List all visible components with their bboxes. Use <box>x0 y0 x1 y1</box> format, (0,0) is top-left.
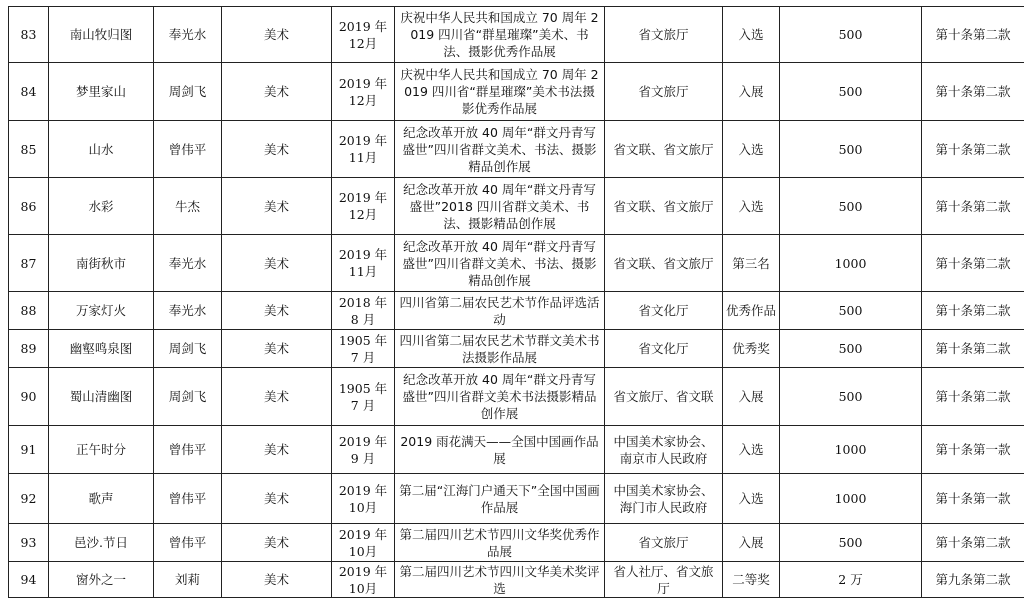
exhibition-name-cell: 第二届四川艺术节四川文华美术奖评选 <box>395 562 605 598</box>
date-cell: 2019 年 10月 <box>332 474 395 524</box>
author-name-cell: 周剑飞 <box>154 63 222 121</box>
exhibition-name-cell: 纪念改革开放 40 周年“群文丹青写盛世”四川省群文美术、书法、摄影精品创作展 <box>395 235 605 292</box>
table-row <box>9 235 1024 292</box>
row-number-cell: 94 <box>9 562 49 598</box>
date-cell: 2018 年 8 月 <box>332 292 395 330</box>
result-cell: 入选 <box>723 121 780 178</box>
exhibition-name-cell: 第二届“江海门户通天下”全国中国画作品展 <box>395 474 605 524</box>
award-amount-cell: 500 <box>780 178 922 235</box>
category-cell: 美术 <box>222 368 332 426</box>
award-amount-cell: 500 <box>780 368 922 426</box>
category-cell: 美术 <box>222 292 332 330</box>
policy-clause-cell: 第十条第二款 <box>922 292 1024 330</box>
artwork-title-cell: 山水 <box>49 121 154 178</box>
date-cell: 1905 年 7 月 <box>332 330 395 368</box>
table-row <box>9 562 1024 598</box>
exhibition-name-cell: 庆祝中华人民共和国成立 70 周年 2019 四川省“群星璀璨”美术书法摄影优秀作品展 <box>395 63 605 121</box>
organizer-cell: 省文化厅 <box>605 292 723 330</box>
artwork-title-cell: 正午时分 <box>49 426 154 474</box>
result-cell: 入选 <box>723 474 780 524</box>
policy-clause-cell: 第十条第二款 <box>922 63 1024 121</box>
table-row <box>9 524 1024 562</box>
row-number-cell: 89 <box>9 330 49 368</box>
award-amount-cell: 1000 <box>780 426 922 474</box>
result-cell: 入选 <box>723 426 780 474</box>
organizer-cell: 省文旅厅 <box>605 524 723 562</box>
award-amount-cell: 1000 <box>780 474 922 524</box>
award-amount-cell: 500 <box>780 63 922 121</box>
result-cell: 入选 <box>723 178 780 235</box>
artwork-title-cell: 窗外之一 <box>49 562 154 598</box>
row-number-cell: 83 <box>9 7 49 63</box>
date-cell: 2019 年 10月 <box>332 524 395 562</box>
result-cell: 二等奖 <box>723 562 780 598</box>
category-cell: 美术 <box>222 63 332 121</box>
award-amount-cell: 500 <box>780 7 922 63</box>
policy-clause-cell: 第九条第二款 <box>922 562 1024 598</box>
category-cell: 美术 <box>222 178 332 235</box>
result-cell: 入展 <box>723 524 780 562</box>
award-amount-cell: 500 <box>780 121 922 178</box>
exhibition-name-cell: 庆祝中华人民共和国成立 70 周年 2019 四川省“群星璀璨”美术、书法、摄影优秀作品展 <box>395 7 605 63</box>
policy-clause-cell: 第十条第二款 <box>922 178 1024 235</box>
date-cell: 1905 年 7 月 <box>332 368 395 426</box>
row-number-cell: 92 <box>9 474 49 524</box>
exhibition-name-cell: 四川省第二届农民艺术节作品评选活动 <box>395 292 605 330</box>
author-name-cell: 奉光水 <box>154 235 222 292</box>
policy-clause-cell: 第十条第二款 <box>922 368 1024 426</box>
organizer-cell: 省文旅厅 <box>605 63 723 121</box>
artwork-title-cell: 歌声 <box>49 474 154 524</box>
author-name-cell: 曾伟平 <box>154 474 222 524</box>
exhibition-name-cell: 纪念改革开放 40 周年“群文丹青写盛世”四川省群文美术书法摄影精品创作展 <box>395 368 605 426</box>
row-number-cell: 88 <box>9 292 49 330</box>
artwork-title-cell: 邑沙.节日 <box>49 524 154 562</box>
author-name-cell: 周剑飞 <box>154 368 222 426</box>
exhibition-name-cell: 纪念改革开放 40 周年“群文丹青写盛世”四川省群文美术、书法、摄影精品创作展 <box>395 121 605 178</box>
category-cell: 美术 <box>222 7 332 63</box>
award-amount-cell: 2 万 <box>780 562 922 598</box>
award-amount-cell: 1000 <box>780 235 922 292</box>
table-row <box>9 292 1024 330</box>
category-cell: 美术 <box>222 474 332 524</box>
policy-clause-cell: 第十条第二款 <box>922 7 1024 63</box>
award-amount-cell: 500 <box>780 524 922 562</box>
organizer-cell: 省文化厅 <box>605 330 723 368</box>
row-number-cell: 87 <box>9 235 49 292</box>
policy-clause-cell: 第十条第二款 <box>922 235 1024 292</box>
category-cell: 美术 <box>222 524 332 562</box>
table-row <box>9 121 1024 178</box>
author-name-cell: 奉光水 <box>154 7 222 63</box>
date-cell: 2019 年 12月 <box>332 7 395 63</box>
author-name-cell: 奉光水 <box>154 292 222 330</box>
category-cell: 美术 <box>222 330 332 368</box>
exhibition-name-cell: 纪念改革开放 40 周年“群文丹青写盛世”2018 四川省群文美术、书法、摄影精品创作展 <box>395 178 605 235</box>
result-cell: 优秀作品 <box>723 292 780 330</box>
artwork-title-cell: 南街秋市 <box>49 235 154 292</box>
organizer-cell: 中国美术家协会、南京市人民政府 <box>605 426 723 474</box>
date-cell: 2019 年 10月 <box>332 562 395 598</box>
category-cell: 美术 <box>222 426 332 474</box>
artwork-title-cell: 蜀山清幽图 <box>49 368 154 426</box>
result-cell: 入展 <box>723 368 780 426</box>
organizer-cell: 省文联、省文旅厅 <box>605 121 723 178</box>
row-number-cell: 93 <box>9 524 49 562</box>
artwork-title-cell: 梦里家山 <box>49 63 154 121</box>
exhibition-name-cell: 2019 雨花满天——全国中国画作品展 <box>395 426 605 474</box>
date-cell: 2019 年 12月 <box>332 63 395 121</box>
organizer-cell: 省文联、省文旅厅 <box>605 178 723 235</box>
policy-clause-cell: 第十条第一款 <box>922 474 1024 524</box>
table-row <box>9 426 1024 474</box>
result-cell: 入展 <box>723 63 780 121</box>
row-number-cell: 85 <box>9 121 49 178</box>
artwork-title-cell: 万家灯火 <box>49 292 154 330</box>
table-row <box>9 474 1024 524</box>
award-amount-cell: 500 <box>780 292 922 330</box>
artwork-title-cell: 幽壑鸣泉图 <box>49 330 154 368</box>
artwork-title-cell: 水彩 <box>49 178 154 235</box>
result-cell: 第三名 <box>723 235 780 292</box>
row-number-cell: 91 <box>9 426 49 474</box>
author-name-cell: 曾伟平 <box>154 121 222 178</box>
category-cell: 美术 <box>222 235 332 292</box>
table-row <box>9 178 1024 235</box>
row-number-cell: 86 <box>9 178 49 235</box>
author-name-cell: 牛杰 <box>154 178 222 235</box>
author-name-cell: 曾伟平 <box>154 426 222 474</box>
row-number-cell: 90 <box>9 368 49 426</box>
organizer-cell: 中国美术家协会、海门市人民政府 <box>605 474 723 524</box>
organizer-cell: 省文旅厅 <box>605 7 723 63</box>
table-row <box>9 7 1024 63</box>
result-cell: 入选 <box>723 7 780 63</box>
organizer-cell: 省人社厅、省文旅厅 <box>605 562 723 598</box>
organizer-cell: 省文联、省文旅厅 <box>605 235 723 292</box>
policy-clause-cell: 第十条第一款 <box>922 426 1024 474</box>
policy-clause-cell: 第十条第二款 <box>922 330 1024 368</box>
award-amount-cell: 500 <box>780 330 922 368</box>
table-row <box>9 368 1024 426</box>
exhibition-name-cell: 第二届四川艺术节四川文华奖优秀作品展 <box>395 524 605 562</box>
author-name-cell: 刘莉 <box>154 562 222 598</box>
date-cell: 2019 年 12月 <box>332 178 395 235</box>
author-name-cell: 曾伟平 <box>154 524 222 562</box>
table-row <box>9 330 1024 368</box>
date-cell: 2019 年 11月 <box>332 235 395 292</box>
artwork-title-cell: 南山牧归图 <box>49 7 154 63</box>
author-name-cell: 周剑飞 <box>154 330 222 368</box>
policy-clause-cell: 第十条第二款 <box>922 121 1024 178</box>
table-row <box>9 63 1024 121</box>
result-cell: 优秀奖 <box>723 330 780 368</box>
date-cell: 2019 年 9 月 <box>332 426 395 474</box>
awards-table <box>8 6 1024 598</box>
exhibition-name-cell: 四川省第二届农民艺术节群文美术书法摄影作品展 <box>395 330 605 368</box>
category-cell: 美术 <box>222 121 332 178</box>
date-cell: 2019 年 11月 <box>332 121 395 178</box>
organizer-cell: 省文旅厅、省文联 <box>605 368 723 426</box>
policy-clause-cell: 第十条第二款 <box>922 524 1024 562</box>
category-cell: 美术 <box>222 562 332 598</box>
row-number-cell: 84 <box>9 63 49 121</box>
